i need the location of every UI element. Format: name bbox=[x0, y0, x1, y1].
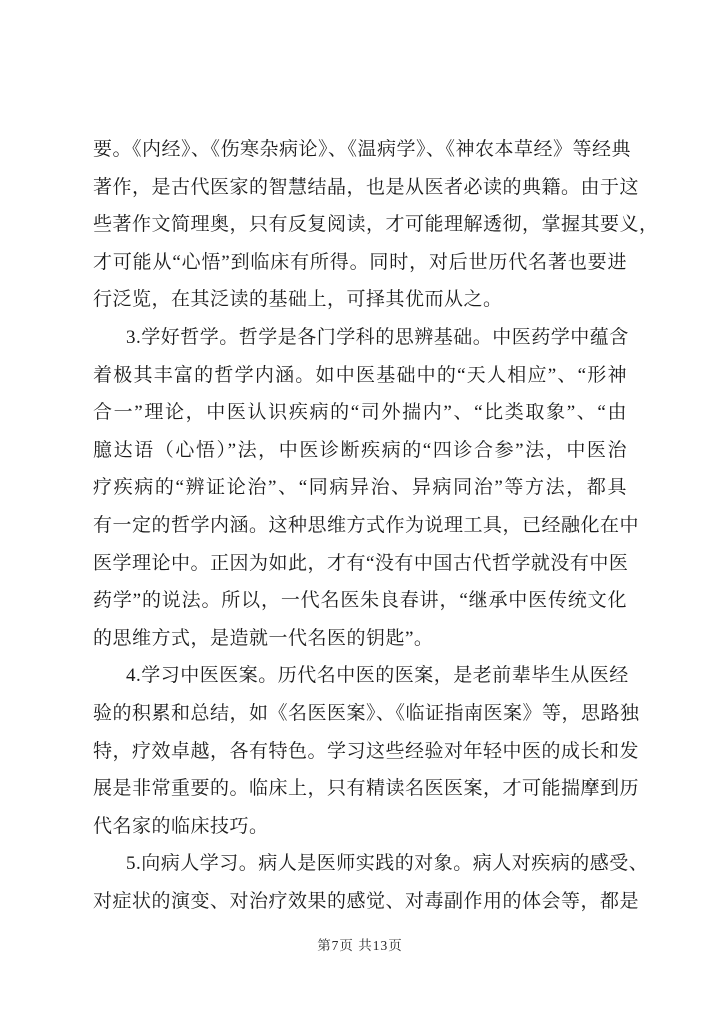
paragraph bbox=[93, 657, 640, 845]
text-line: 有一定的哲学内涵。这种思维方式作为说理工具，已经融化在中 bbox=[93, 514, 640, 536]
text-line: 4.学习中医医案。历代名中医的医案，是老前辈毕生从医经 bbox=[126, 665, 629, 687]
document-body bbox=[93, 131, 659, 920]
text-line: 合一”理论，中医认识疾病的“司外揣内”、“比类取象”、“由 bbox=[93, 402, 627, 424]
text-line: 特，疗效卓越，各有特色。学习这些经验对年轻中医的成长和发 bbox=[93, 740, 640, 762]
text-line: 对症状的演变、对治疗效果的感觉、对毒副作用的体会等，都是 bbox=[93, 890, 640, 912]
paragraph bbox=[93, 319, 640, 657]
text-line: 行泛览，在其泛读的基础上，可择其优而从之。 bbox=[93, 289, 503, 311]
paragraph bbox=[93, 131, 659, 319]
text-line: 展是非常重要的。临床上，只有精读名医医案，才可能揣摩到历 bbox=[93, 778, 640, 800]
text-line: 些著作文简理奥，只有反复阅读，才可能理解透彻，掌握其要义， bbox=[93, 214, 659, 236]
text-line: 药学”的说法。所以，一代名医朱良春讲，“继承中医传统文化 bbox=[93, 590, 627, 612]
paragraph bbox=[93, 845, 649, 920]
text-line: 3.学好哲学。哲学是各门学科的思辨基础。中医药学中蕴含 bbox=[126, 326, 629, 348]
text-line: 医学理论中。正因为如此，才有“没有中国古代哲学就没有中医 bbox=[93, 552, 629, 574]
text-line: 5.向病人学习。病人是医师实践的对象。病人对疾病的感受、 bbox=[126, 853, 649, 875]
text-line: 的思维方式，是造就一代名医的钥匙”。 bbox=[93, 627, 434, 649]
text-line: 要。《内经》、《伤寒杂病论》、《温病学》、《神农本草经》等经典 bbox=[93, 139, 632, 160]
text-line: 疗疾病的“辨证论治”、“同病异治、异病同治”等方法，都具 bbox=[93, 477, 627, 499]
text-line: 验的积累和总结，如《名医医案》、《临证指南医案》等，思路独 bbox=[93, 702, 640, 724]
text-line: 臆达语（心悟）”法，中医诊断疾病的“四诊合参”法，中医治 bbox=[93, 439, 627, 461]
text-line: 才可能从“心悟”到临床有所得。同时，对后世历代名著也要进 bbox=[93, 251, 627, 273]
page-number-footer: 第7页 共13页 bbox=[317, 938, 403, 953]
text-line: 著作，是古代医家的智慧结晶，也是从医者必读的典籍。由于这 bbox=[93, 176, 640, 198]
text-line: 着极其丰富的哲学内涵。如中医基础中的“天人相应”、“形神 bbox=[93, 364, 627, 386]
text-line: 代名家的临床技巧。 bbox=[93, 815, 269, 837]
